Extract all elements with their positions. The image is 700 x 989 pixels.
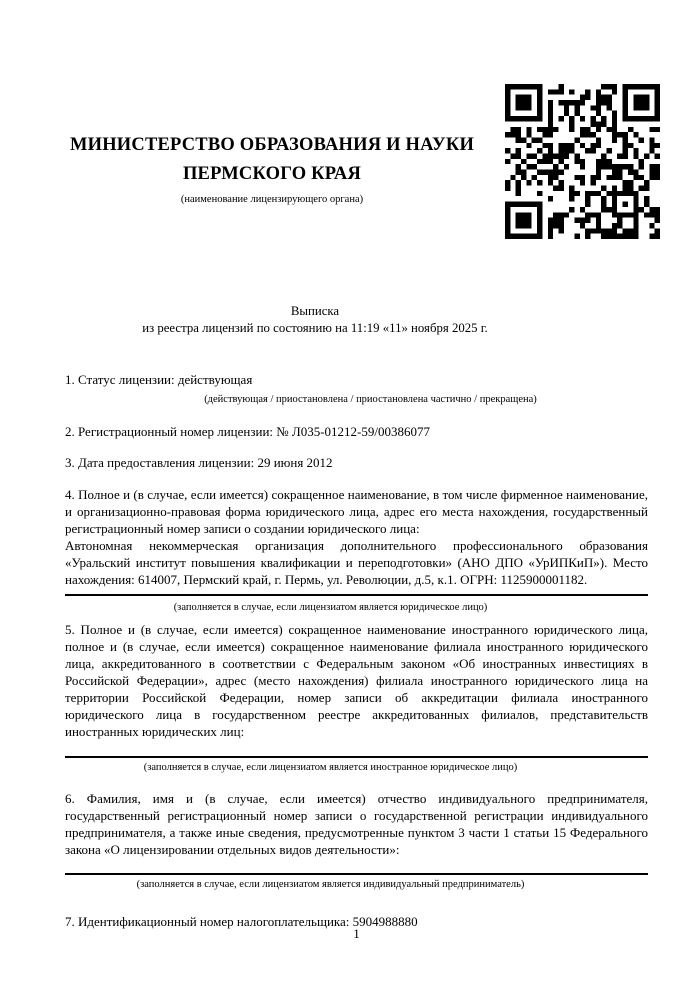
legal-entity-info-label: 4. Полное и (в случае, если имеется) сокращенное наименование, в том числе фирменное наименование, и организационно-правовая форма юридического лица, адрес его места нахождения, государственный регистрационный номер записи о создании юридического лица:	[65, 487, 648, 536]
rule-divider	[65, 873, 648, 875]
item-foreign-entity-info	[65, 621, 648, 774]
ministry-name-line2: ПЕРМСКОГО КРАЯ	[182, 164, 362, 184]
item-legal-entity-info	[65, 486, 648, 614]
individual-entrepreneur-caption: (заполняется в случае, если лицензиатом является индивидуальный предприниматель)	[136, 879, 525, 890]
license-grant-date-text: 3. Дата предоставления лицензии: 29 июня 2012	[65, 455, 333, 470]
ministry-caption: (наименование лицензирующего органа)	[180, 194, 364, 205]
title-line1: Выписка	[290, 304, 340, 318]
license-status-options-caption: (действующая / приостановлена / приостановлена частично / прекращена)	[204, 394, 537, 405]
ministry-name-line1: МИНИСТЕРСТВО ОБРАЗОВАНИЯ И НАУКИ	[69, 135, 475, 155]
individual-entrepreneur-label: 6. Фамилия, имя и (в случае, если имеется) отчество индивидуального предпринимателя, государственный регистрационный номер записи о государственной регистрации индивидуального предпринимателя, а также иные сведения, предусмотренные пунктом 3 части 1 статьи 15 Федерального закона «О лицензировании отдельных видов деятельности»:	[65, 791, 648, 857]
legal-entity-caption: (заполняется в случае, если лицензиатом является юридическое лицо)	[173, 602, 488, 613]
license-status-text: 1. Статус лицензии: действующая	[65, 372, 253, 387]
item-license-status	[65, 371, 648, 406]
page-footer	[65, 925, 648, 942]
registration-number-text: 2. Регистрационный номер лицензии: № Л035-01212-59/00386077	[65, 424, 431, 439]
item-individual-entrepreneur-info	[65, 790, 648, 891]
rule-divider	[65, 756, 648, 758]
foreign-entity-info-label: 5. Полное и (в случае, если имеется) сокращенное наименование иностранного юридического лица, полное и (в случае, если имеется) сокращенное наименование филиала иностранного юридического лица, аккредитованного в соответствии с Федеральным законом «Об иностранных инвестициях в Российской Федерации», адрес (место нахождения) филиала иностранного юридического лица на территории Российской Федерации, номер записи об аккредитации филиала иностранного юридического лица в государственном реестре аккредитованных филиалов, представительств иностранных юридических лиц:	[65, 622, 648, 739]
taxpayer-number-text: 7. Идентификационный номер налогоплательщика: 5904988880	[65, 914, 418, 929]
rule-divider	[65, 594, 648, 596]
page-number: 1	[353, 926, 360, 941]
item-registration-number	[65, 423, 648, 440]
document-title	[65, 303, 565, 337]
qr-code	[505, 84, 660, 239]
legal-entity-info-value: Автономная некоммерческая организация дополнительного профессионального образования «Уральский институт повышения квалификации и переподготовки» (АНО ДПО «УрИПКиП»). Место нахождения: 614007, Пермский край, г. Пермь, ул. Революции, д.5, к.1. ОГРН: 1125900001182.	[65, 538, 648, 587]
title-line2: из реестра лицензий по состоянию на 11:19 «11» ноября 2025 г.	[142, 321, 488, 335]
foreign-entity-caption: (заполняется в случае, если лицензиатом является иностранное юридическое лицо)	[143, 762, 518, 773]
item-license-grant-date	[65, 454, 648, 471]
document-header	[65, 84, 648, 239]
licensing-authority-block	[65, 131, 493, 206]
